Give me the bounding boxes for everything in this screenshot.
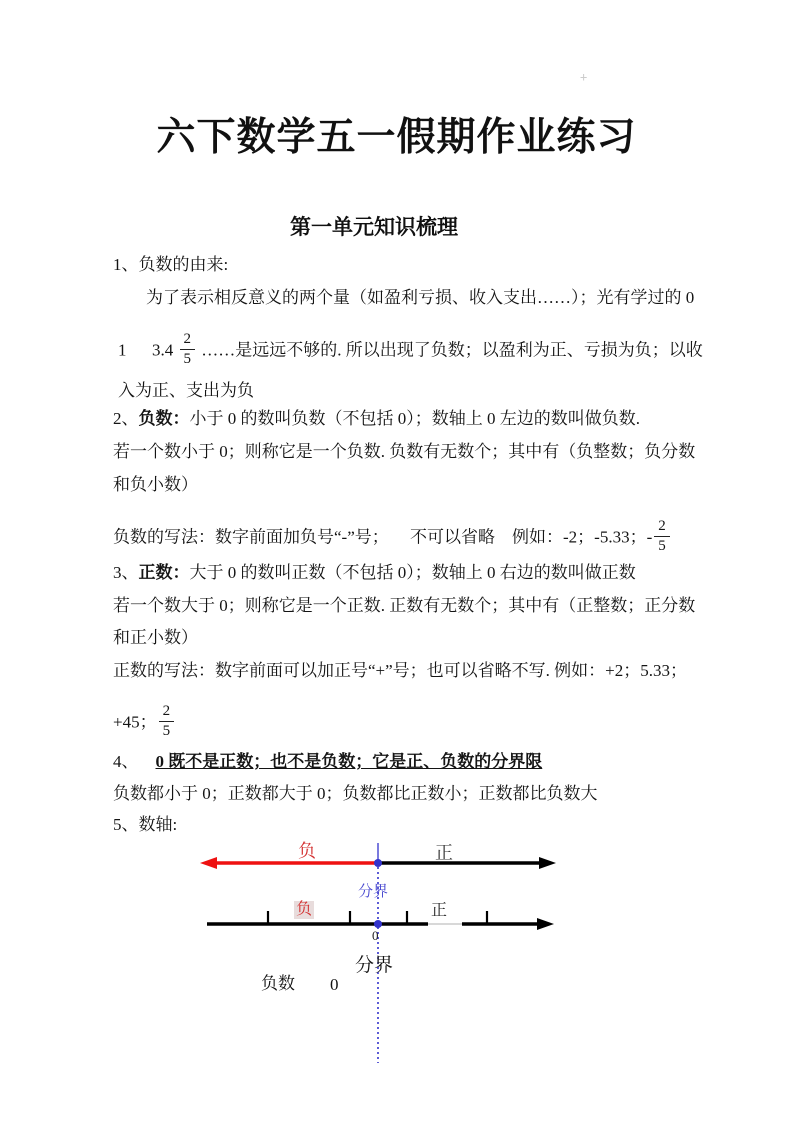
text-run: 若一个数大于 0；则称它是一个正数. 正数有无数个；其中有（正整数；正分数 (113, 596, 696, 615)
text-run: 小于 0 的数叫负数（不包括 0）；数轴上 0 左边的数叫做负数. (189, 409, 640, 428)
fraction-numerator: 2 (654, 518, 670, 537)
fraction (654, 518, 670, 556)
text-run: 负数的写法：数字前面加负号“-”号； 不可以省略 例如：-2；-5.33；- (113, 527, 653, 547)
fraction-denominator: 5 (658, 538, 666, 555)
text-run: 负数： (138, 409, 190, 428)
fraction-numerator: 2 (159, 703, 175, 722)
bottom-right-arrowhead-icon (537, 918, 554, 930)
fraction-denominator: 5 (183, 351, 191, 368)
item-3-body-line (113, 595, 695, 616)
caption-zero-label: 0 (330, 975, 339, 994)
registration-mark: + (580, 70, 588, 84)
boundary-point-top (374, 859, 382, 867)
item-2-body-line (113, 441, 695, 462)
item-1-body-line (118, 333, 703, 371)
text-run: 正数： (138, 563, 190, 582)
number-line-diagram (150, 833, 600, 1073)
fraction-numerator: 2 (180, 331, 196, 350)
bottom-positive-label: 正 (431, 902, 448, 919)
positive-writing-examples-line (113, 705, 176, 743)
text-run: 0 既不是正数；也不是负数；它是正、负数的分界限 (155, 752, 543, 771)
text-run: 1、负数的由来: (113, 255, 229, 274)
top-positive-label: 正 (435, 843, 453, 863)
left-arrowhead-icon (200, 857, 217, 869)
item-1-body-line (146, 287, 694, 308)
text-run: 大于 0 的数叫正数（不包括 0）；数轴上 0 右边的数叫做正数 (189, 563, 636, 582)
item-3-body-line (113, 627, 198, 648)
text-run: 3、 (113, 563, 139, 582)
text-run: +45； (113, 712, 157, 732)
fraction (159, 703, 175, 741)
item-1-body-line (118, 380, 254, 401)
item-1-heading-line (113, 254, 228, 275)
text-run: 5、数轴: (113, 815, 178, 834)
text-run: 正数的写法：数字前面可以加正号“+”号；也可以省略不写. 例如：+2；5.33； (113, 661, 688, 680)
fraction-denominator: 5 (162, 723, 171, 740)
fraction (180, 331, 196, 369)
text-run: 入为正、支出为负 (118, 381, 254, 400)
text-run: 为了表示相反意义的两个量（如盈利亏损、收入支出……）；光有学过的 0 (146, 288, 695, 307)
positive-writing-rule-line (113, 660, 687, 681)
boundary-point-bottom (374, 920, 382, 928)
item-5-heading-line (113, 814, 177, 835)
bottom-negative-label: 负 (296, 901, 313, 918)
item-4-body-line (113, 783, 598, 804)
item-2-body-line (113, 474, 198, 495)
text-run: 4、 (113, 752, 156, 771)
caption-negative-label: 负数 (261, 974, 295, 993)
top-negative-label: 负 (298, 841, 316, 861)
text-run: 若一个数小于 0；则称它是一个负数. 负数有无数个；其中有（负整数；负分数 (113, 442, 696, 461)
document-title: 六下数学五一假期作业练习 (156, 116, 637, 159)
text-run: 和正小数） (113, 628, 198, 647)
item-4-rule-line (113, 751, 542, 772)
text-run: 负数都小于 0；正数都大于 0；负数都比正数小；正数都比负数大 (113, 784, 598, 803)
section-heading: 第一单元知识梳理 (290, 216, 458, 239)
item-2-heading-line (113, 408, 640, 429)
text-run: ……是远远不够的. 所以出现了负数；以盈利为正、亏损为负；以收 (197, 340, 703, 360)
right-arrowhead-icon (539, 857, 556, 869)
boundary-label: 分界 (358, 884, 389, 900)
axis-zero-label: 0 (372, 928, 379, 943)
text-run: 1 3.4 (118, 340, 178, 360)
text-run: 2、 (113, 409, 139, 428)
caption-boundary-label: 分界 (355, 955, 394, 976)
item-3-heading-line (113, 562, 636, 583)
text-run: 和负小数） (113, 475, 198, 494)
negative-writing-rule-line (113, 520, 672, 558)
